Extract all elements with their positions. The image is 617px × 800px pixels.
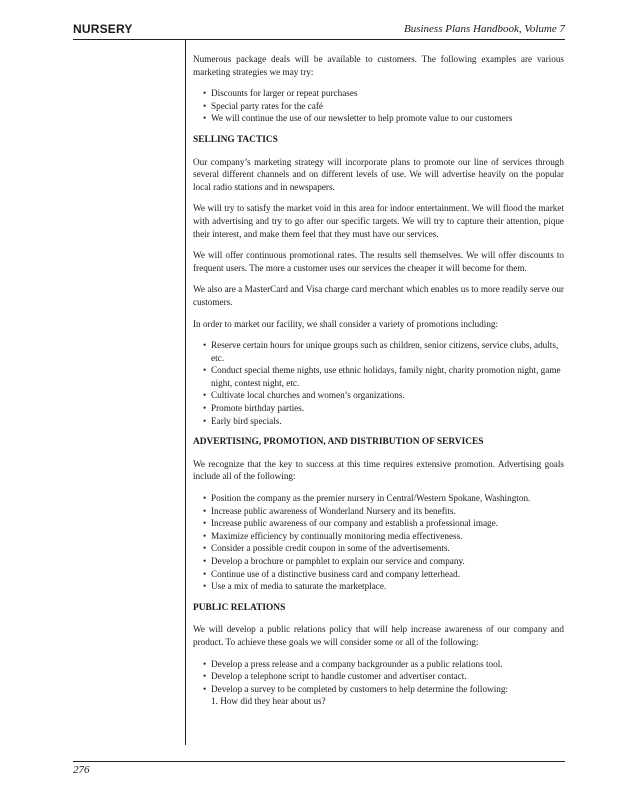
section-title: NURSERY <box>73 22 133 36</box>
list-item: • Continue use of a distinctive business card and company letterhead. <box>203 568 461 579</box>
list-item: • Discounts for larger or repeat purchases <box>203 88 358 99</box>
promotion-bullet-list <box>193 339 564 427</box>
intro-paragraph: Numerous package deals will be available to customers. The following examples are various marketing strategies we may try: <box>193 54 564 77</box>
public-relations-bullet-list <box>193 658 564 708</box>
list-item: • Increase public awareness of Wonderland Nursery and its benefits. <box>203 505 456 516</box>
selling-paragraph: Our company’s marketing strategy will incorporate plans to promote our line of services through several different channels and on different levels of use. We will advertise heavily on the popular local radio stations and in newspapers. <box>193 156 564 192</box>
advertising-bullet-list <box>193 492 564 593</box>
list-item: • We will continue the use of our newsletter to help promote value to our customers <box>203 113 513 124</box>
list-item: • Conduct special theme nights, use ethnic holidays, family night, charity promotion night, game night, contest night, etc. <box>203 365 561 388</box>
list-item: • Consider a possible credit coupon in some of the advertisements. <box>203 543 450 554</box>
list-item: • Develop a telephone script to handle customer and advertiser contact. <box>203 671 467 682</box>
list-item: • Position the company as the premier nursery in Central/Western Spokane, Washington. <box>203 493 531 504</box>
numbered-sub-item: 1. How did they hear about us? <box>211 696 326 707</box>
list-item: • Develop a brochure or pamphlet to explain our service and company. <box>203 556 465 566</box>
selling-paragraph: We will offer continuous promotional rates. The results sell themselves. We will offer discounts to frequent users. The more a customer uses our services the cheaper it will become for them. <box>193 250 564 273</box>
list-item: • Reserve certain hours for unique groups such as children, senior citizens, service clubs, adults, etc. <box>203 340 559 363</box>
public-relations-heading: PUBLIC RELATIONS <box>193 602 286 613</box>
list-item: • Maximize efficiency by continually monitoring media effectiveness. <box>203 530 463 541</box>
advertising-paragraph: We recognize that the key to success at this time requires extensive promotion. Advertising goals include all of the following: <box>193 458 564 482</box>
page-number: 276 <box>73 764 90 776</box>
selling-paragraph: In order to market our facility, we shall consider a variety of promotions including: <box>193 318 499 329</box>
list-item: • Develop a survey to be completed by customers to help determine the following: <box>203 683 508 694</box>
list-item: • Promote birthday parties. <box>203 403 305 414</box>
selling-paragraph: We will try to satisfy the market void in this area for indoor entertainment. We will flood the market with advertising and try to go after our specific targets. We will try to capture their attention, pique their interest, and make them feel that they must have our services. <box>193 203 564 239</box>
public-relations-paragraph: We will develop a public relations policy that will help increase awareness of our company and product. To achieve these goals we will consider some or all of the following: <box>193 624 564 647</box>
advertising-heading: ADVERTISING, PROMOTION, AND DISTRIBUTION OF SERVICES <box>193 437 484 448</box>
list-item: • Develop a press release and a company backgrounder as a public relations tool. <box>203 658 503 669</box>
footer-divider <box>73 761 565 762</box>
margin-rule <box>185 40 186 745</box>
selling-tactics-heading: SELLING TACTICS <box>193 134 278 145</box>
header-divider <box>73 39 565 40</box>
list-item: • Use a mix of media to saturate the marketplace. <box>203 581 387 592</box>
list-item: • Special party rates for the café <box>203 100 323 111</box>
list-item: • Cultivate local churches and women’s organizations. <box>203 390 405 401</box>
list-item: • Increase public awareness of our company and establish a professional image. <box>203 518 499 529</box>
list-item: • Early bird specials. <box>203 415 282 426</box>
article-body <box>193 53 564 717</box>
selling-paragraph: We also are a MasterCard and Visa charge card merchant which enables us to more readily serve our customers. <box>193 284 564 307</box>
book-title: Business Plans Handbook, Volume 7 <box>403 23 565 35</box>
intro-bullet-list <box>193 87 564 125</box>
